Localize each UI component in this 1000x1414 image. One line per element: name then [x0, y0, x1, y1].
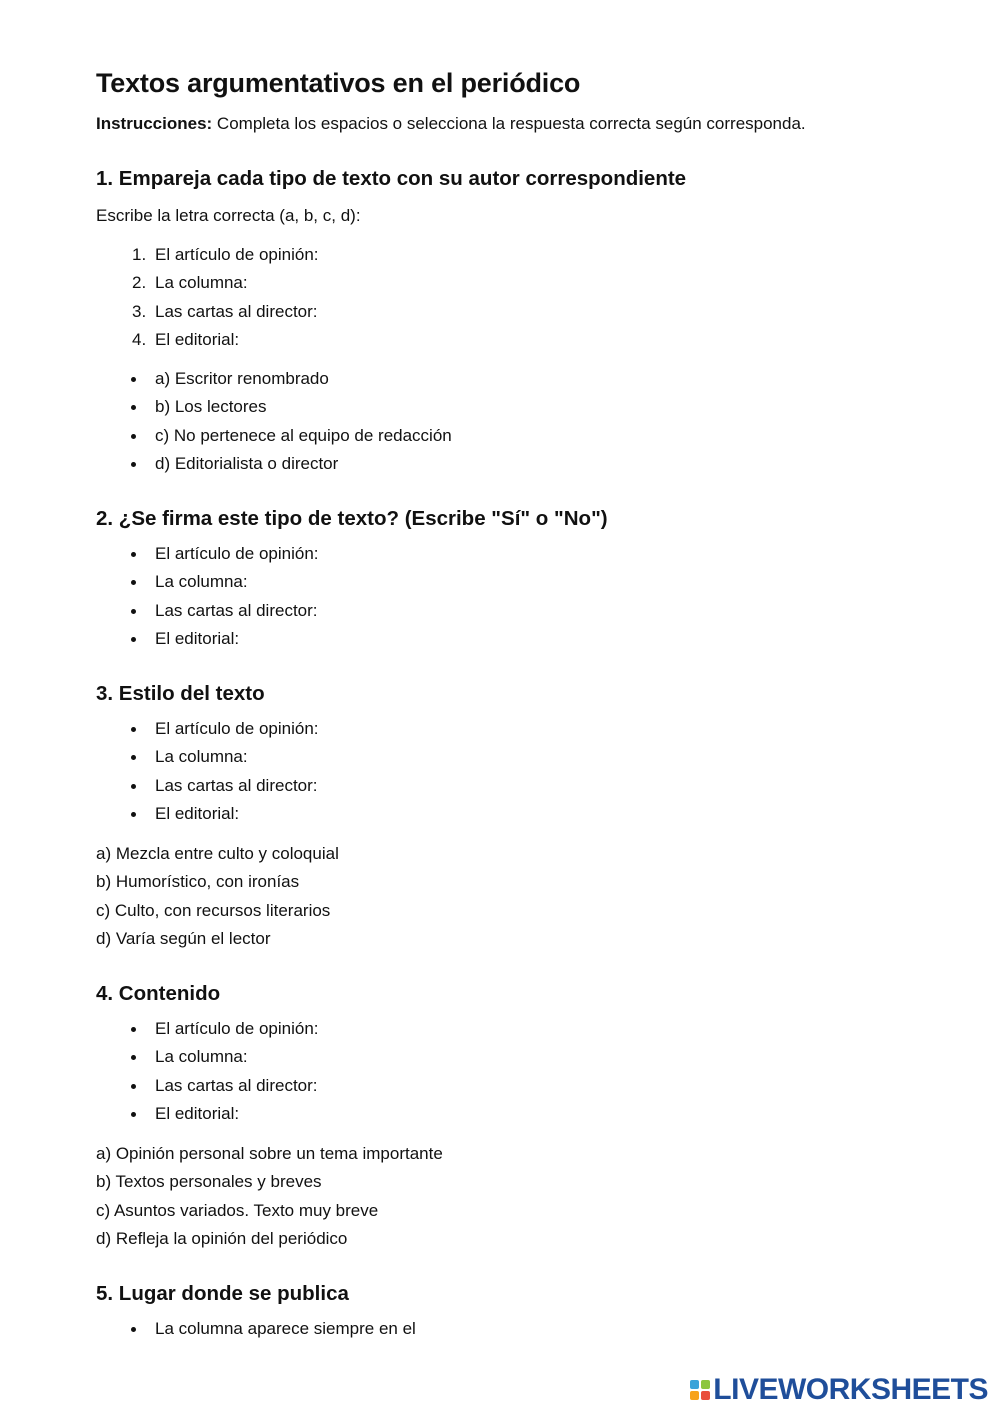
- item-label: El artículo de opinión:: [155, 719, 319, 738]
- item-label: La columna:: [155, 747, 248, 767]
- list-item[interactable]: [96, 625, 319, 653]
- item-label: La columna:: [155, 273, 248, 293]
- instructions-label: Instrucciones:: [96, 114, 213, 133]
- section-1-subtitle: Escribe la letra correcta (a, b, c, d):: [96, 206, 361, 225]
- item-label: Las cartas al director:: [155, 775, 318, 795]
- item-label: Las cartas al director:: [155, 600, 318, 620]
- option-text: a) Opinión personal sobre un tema importante: [96, 1144, 443, 1163]
- bullet-icon: [131, 405, 136, 410]
- bullet-icon: [131, 1084, 136, 1089]
- instructions-text: Completa los espacios o selecciona la respuesta correcta según corresponda.: [212, 114, 806, 133]
- liveworksheets-logo[interactable]: [690, 1370, 988, 1410]
- option-item: [96, 365, 452, 393]
- section-1-options: [96, 365, 452, 478]
- list-item[interactable]: [96, 772, 319, 800]
- item-number: 4.: [132, 329, 147, 349]
- section-3-list: [96, 715, 319, 828]
- item-label: El editorial:: [155, 1103, 240, 1123]
- list-item[interactable]: [96, 1043, 319, 1071]
- option-text: c) No pertenece al equipo de redacción: [155, 425, 452, 445]
- section-4-heading: 4. Contenido: [96, 982, 221, 1005]
- option-item: [96, 393, 452, 421]
- item-label: El editorial:: [155, 329, 240, 349]
- item-number: 1.: [132, 245, 147, 264]
- list-item[interactable]: [96, 568, 319, 596]
- option-text: a) Escritor renombrado: [155, 369, 329, 388]
- section-5-heading: 5. Lugar donde se publica: [96, 1282, 349, 1305]
- bullet-icon: [131, 552, 136, 557]
- bullet-icon: [131, 609, 136, 614]
- instructions: [96, 110, 916, 138]
- option-text: c) Culto, con recursos literarios: [96, 900, 331, 920]
- item-label: El artículo de opinión:: [155, 544, 319, 563]
- item-label: La columna:: [155, 572, 248, 592]
- item-label: La columna:: [155, 1047, 248, 1067]
- item-label: Las cartas al director:: [155, 301, 318, 321]
- section-1-heading: 1. Empareja cada tipo de texto con su autor correspondiente: [96, 167, 687, 190]
- item-label: El editorial:: [155, 628, 240, 648]
- bullet-icon: [131, 462, 136, 467]
- item-number: 2.: [132, 273, 147, 293]
- section-3-options: [96, 840, 339, 953]
- bullet-icon: [131, 1112, 136, 1117]
- bullet-icon: [131, 755, 136, 760]
- section-4-options: [96, 1140, 443, 1253]
- list-item[interactable]: [96, 1072, 319, 1100]
- option-text: d) Refleja la opinión del periódico: [96, 1228, 348, 1248]
- item-label: El artículo de opinión:: [155, 245, 319, 264]
- list-item[interactable]: [96, 800, 319, 828]
- item-label: Las cartas al director:: [155, 1075, 318, 1095]
- list-item[interactable]: [96, 298, 319, 326]
- option-item: [96, 422, 452, 450]
- bullet-icon: [131, 1027, 136, 1032]
- list-item[interactable]: [96, 241, 319, 269]
- option-text: a) Mezcla entre culto y coloquial: [96, 844, 339, 863]
- page-title: Textos argumentativos en el periódico: [96, 68, 581, 98]
- list-item[interactable]: [96, 326, 319, 354]
- option-text: c) Asuntos variados. Texto muy breve: [96, 1200, 379, 1220]
- item-label: El artículo de opinión:: [155, 1019, 319, 1038]
- bullet-icon: [131, 1055, 136, 1060]
- list-item[interactable]: [96, 1100, 319, 1128]
- item-label: La columna aparece siempre en el: [155, 1319, 416, 1338]
- section-4-list: [96, 1015, 319, 1128]
- worksheet: [96, 60, 916, 1338]
- list-item[interactable]: [96, 715, 319, 743]
- list-item[interactable]: [96, 1315, 416, 1343]
- section-2-list: [96, 540, 319, 653]
- option-text: b) Humorístico, con ironías: [96, 872, 300, 892]
- section-3-heading: 3. Estilo del texto: [96, 682, 265, 705]
- item-number: 3.: [132, 301, 147, 321]
- option-text: d) Editorialista o director: [155, 453, 339, 473]
- bullet-icon: [131, 812, 136, 817]
- option-item: [96, 450, 452, 478]
- bullet-icon: [131, 434, 136, 439]
- option-text: b) Textos personales y breves: [96, 1172, 322, 1192]
- bullet-icon: [131, 1327, 136, 1332]
- item-label: El editorial:: [155, 803, 240, 823]
- section-5-list: [96, 1315, 416, 1343]
- bullet-icon: [131, 377, 136, 382]
- list-item[interactable]: [96, 1015, 319, 1043]
- list-item[interactable]: [96, 269, 319, 297]
- liveworksheets-logo-icon: [690, 1380, 710, 1400]
- bullet-icon: [131, 637, 136, 642]
- logo-text: LIVEWORKSHEETS: [713, 1373, 988, 1406]
- section-2-heading: 2. ¿Se firma este tipo de texto? (Escribe "Sí" o "No"): [96, 507, 608, 530]
- option-text: b) Los lectores: [155, 397, 267, 417]
- bullet-icon: [131, 727, 136, 732]
- section-1-numbered-list: [96, 241, 319, 354]
- list-item[interactable]: [96, 540, 319, 568]
- bullet-icon: [131, 784, 136, 789]
- option-text: d) Varía según el lector: [96, 928, 271, 948]
- list-item[interactable]: [96, 597, 319, 625]
- bullet-icon: [131, 580, 136, 585]
- list-item[interactable]: [96, 743, 319, 771]
